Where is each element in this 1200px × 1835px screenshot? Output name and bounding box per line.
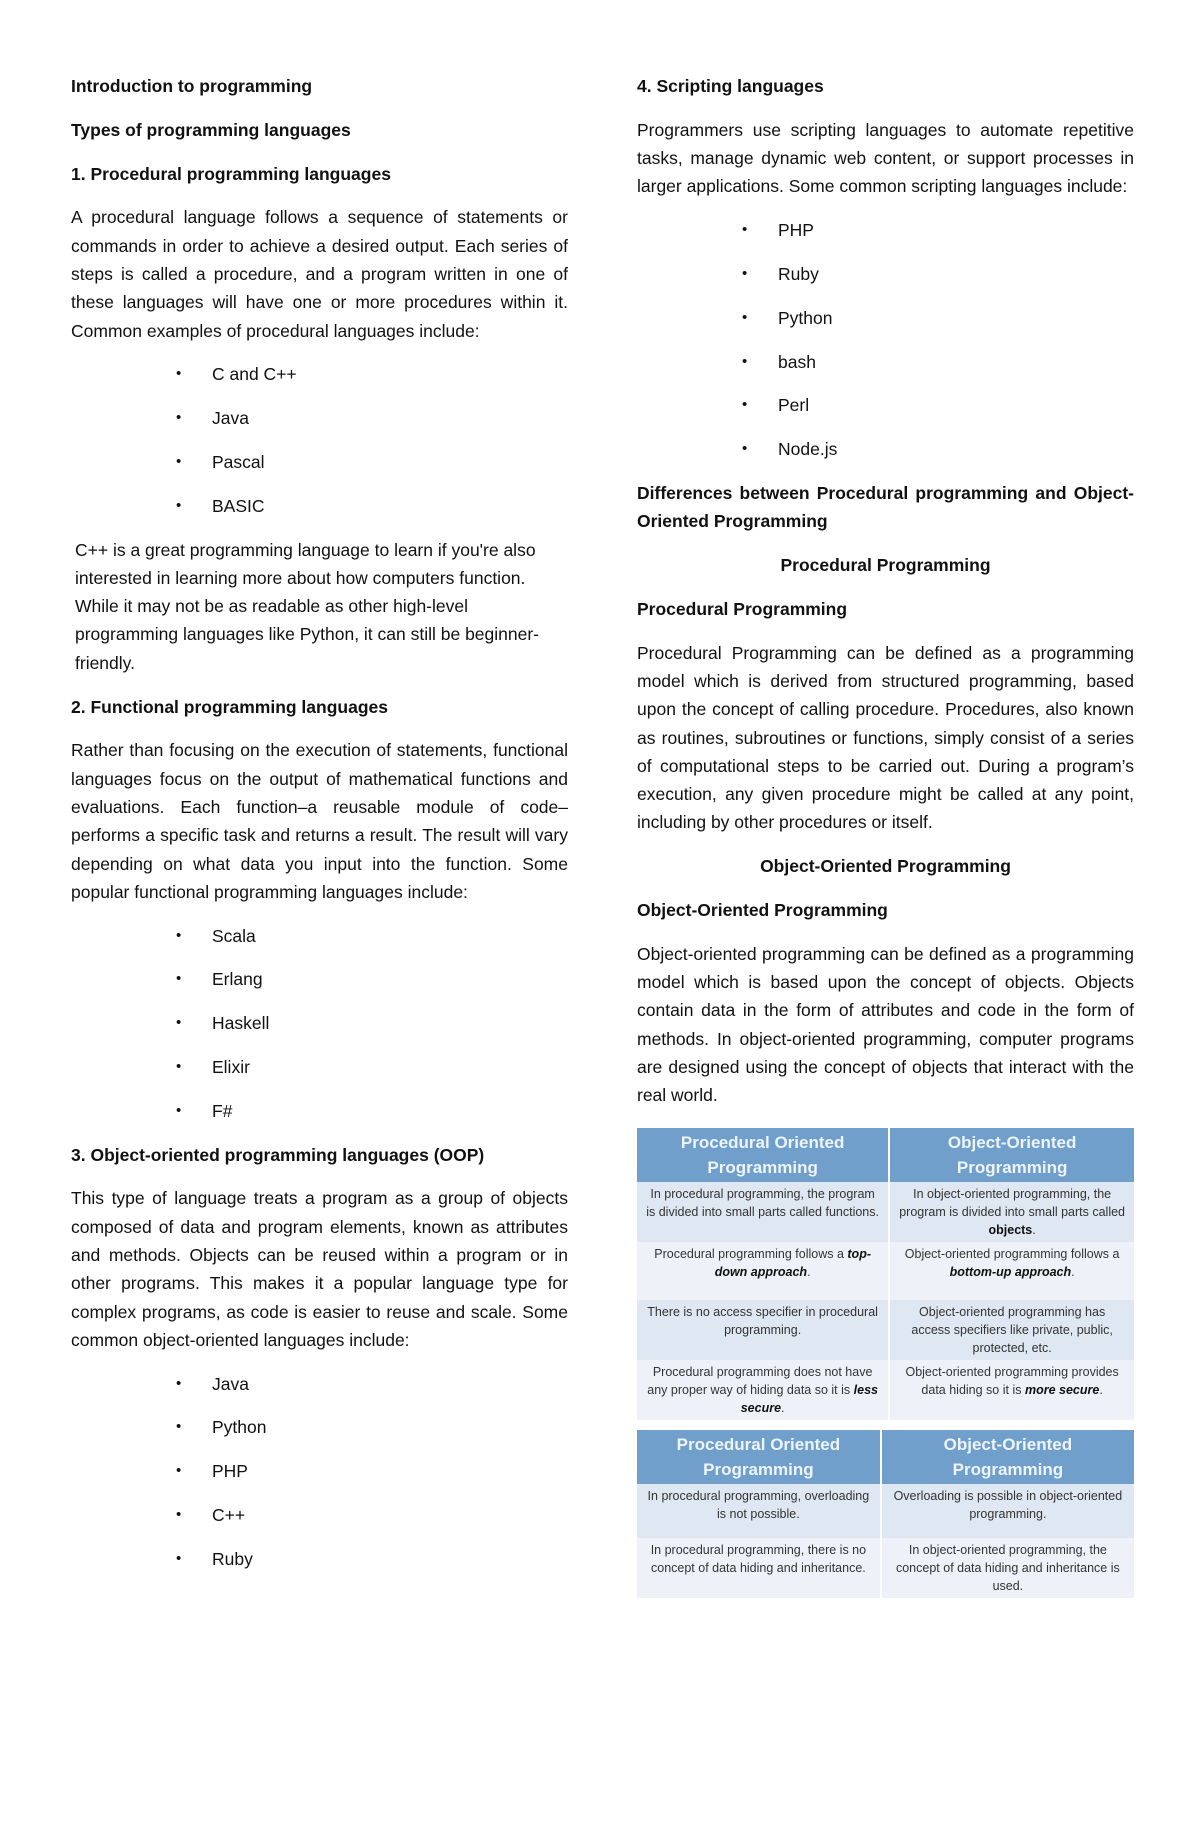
functional-heading: 2. Functional programming languages [71,696,388,717]
table-row [637,1360,1134,1420]
cell-text: Object-oriented programming follows a [904,1246,1120,1261]
table-cell: Overloading is possible in object-oriented programming. [881,1484,1134,1538]
list-item: • Java [71,404,568,432]
procedural-heading: 1. Procedural programming languages [71,163,391,184]
list-item: • BASIC [71,492,568,520]
list-item: • Pascal [71,448,568,476]
left-column [71,72,568,1589]
pp-centered-heading: Procedural Programming [780,555,991,576]
cell-text: Procedural programming follows a [654,1246,848,1261]
list-item: • C++ [71,1501,568,1529]
table-cell: In procedural programming, there is no concept of data hiding and inheritance. [637,1538,881,1598]
cell-text: . [781,1400,785,1415]
pp-paragraph: Procedural Programming can be defined as a programming model which is derived from structured programming, based upon the concept of calling procedure. Procedures, also known as routines, subroutines or functions, simply consist of a series of computational steps to be carried out. During a program’s execution, any given procedure might be called at any point, including by other procedures or itself. [637,642,1134,833]
table-row [637,1182,1134,1242]
list-item: • bash [637,348,1134,376]
list-item: • Scala [71,922,568,950]
table-cell: There is no access specifier in procedural programming. [637,1300,889,1360]
pp-heading: Procedural Programming [637,598,848,619]
table-header: Object-Oriented Programming [889,1128,1134,1182]
list-item: • PHP [71,1457,568,1485]
cell-emphasis: bottom-up approach [949,1264,1072,1279]
cell-text: Object-oriented programming provides data hiding so it is [905,1364,1119,1397]
scripting-list [637,216,1134,463]
oop-paragraph: Object-oriented programming can be defined as a programming model which is based upon the concept of objects. Objects contain data in the form of attributes and code in the form of methods. In object-oriented programming, computer programs are designed using the concept of objects that interact with the real world. [637,943,1134,1106]
list-item: • Java [71,1370,568,1398]
list-item: • Node.js [637,435,1134,463]
cell-emphasis: top-down approach [714,1246,871,1279]
list-item: • C and C++ [71,360,568,388]
table-cell: In procedural programming, overloading is not possible. [637,1484,881,1538]
table-cell [889,1182,1134,1242]
scripting-paragraph: Programmers use scripting languages to automate repetitive tasks, manage dynamic web content, or support processes in larger applications. Some common scripting languages include: [637,119,1134,197]
table-cell: In procedural programming, the program is divided into small parts called functions. [637,1182,889,1242]
list-item: • Python [637,304,1134,332]
table-header: Procedural Oriented Programming [637,1430,881,1484]
cell-text: . [1071,1264,1075,1279]
cell-text: . [1099,1382,1103,1397]
list-item: • Haskell [71,1009,568,1037]
list-item: • Ruby [637,260,1134,288]
table-row [637,1538,1134,1598]
table-cell: In object-oriented programming, the concept of data hiding and inheritance is used. [881,1538,1134,1598]
functional-list [71,922,568,1125]
right-column [637,72,1134,1598]
table-row [637,1300,1134,1360]
cpp-note-paragraph: C++ is a great programming language to learn if you're also interested in learning more about how computers function. While it may not be as readable as other high-level programming languages like Python, it can still be beginner-friendly. [75,539,540,673]
oop-centered-heading: Object-Oriented Programming [760,856,1011,877]
cell-text: . [807,1264,811,1279]
cell-emphasis: less secure [740,1382,878,1415]
oop-heading: Object-Oriented Programming [637,900,888,921]
scripting-heading: 4. Scripting languages [637,76,824,96]
cell-text: . [1032,1222,1036,1237]
table-row [637,1242,1134,1300]
list-item: • Perl [637,391,1134,419]
table-cell: Object-oriented programming has access specifiers like private, public, protected, etc. [889,1300,1134,1360]
list-item: • Erlang [71,965,568,993]
table-cell [889,1360,1134,1420]
oop-list [71,1370,568,1573]
list-item: • Elixir [71,1053,568,1081]
table-cell [889,1242,1134,1300]
table-row [637,1484,1134,1538]
comparison-table-1 [637,1128,1134,1420]
table-cell [637,1242,889,1300]
comparison-table-2 [637,1430,1134,1598]
list-item: • Python [71,1413,568,1441]
cell-emphasis: more secure [1024,1382,1100,1397]
oop-languages-paragraph: This type of language treats a program as a group of objects composed of data and program elements, known as attributes and methods. Objects can be reused within a program or in other programs. This makes it a popular language type for complex programs, as code is easier to reuse and scale. Some common object-oriented languages include: [71,1188,568,1350]
functional-paragraph: Rather than focusing on the execution of statements, functional languages focus on the output of mathematical functions and evaluations. Each function–a reusable module of code–performs a specific task and returns a result. The result will vary depending on what data you input into the function. Some popular functional programming languages include: [71,740,568,902]
table-cell [637,1360,889,1420]
list-item: • F# [71,1097,568,1125]
table-header: Procedural Oriented Programming [637,1128,889,1182]
cell-text: Procedural programming does not have any proper way of hiding data so it is [647,1364,873,1397]
procedural-list [71,360,568,520]
section-subtitle: Types of programming languages [71,119,351,140]
doc-title: Introduction to programming [71,76,313,96]
table-header: Object-Oriented Programming [881,1430,1134,1484]
oop-languages-heading: 3. Object-oriented programming languages (OOP) [71,1144,485,1165]
list-item: • Ruby [71,1545,568,1573]
procedural-paragraph: A procedural language follows a sequence of statements or commands in order to achieve a desired output. Each series of steps is called a procedure, and a program written in one of these languages will have one or more procedures within it. Common examples of procedural languages include: [71,207,568,341]
cell-text: In object-oriented programming, the program is divided into small parts called [899,1186,1126,1219]
cell-emphasis: objects [988,1222,1033,1237]
differences-heading: Differences between Procedural programming and Object-Oriented Programming [637,482,1134,532]
list-item: • PHP [637,216,1134,244]
